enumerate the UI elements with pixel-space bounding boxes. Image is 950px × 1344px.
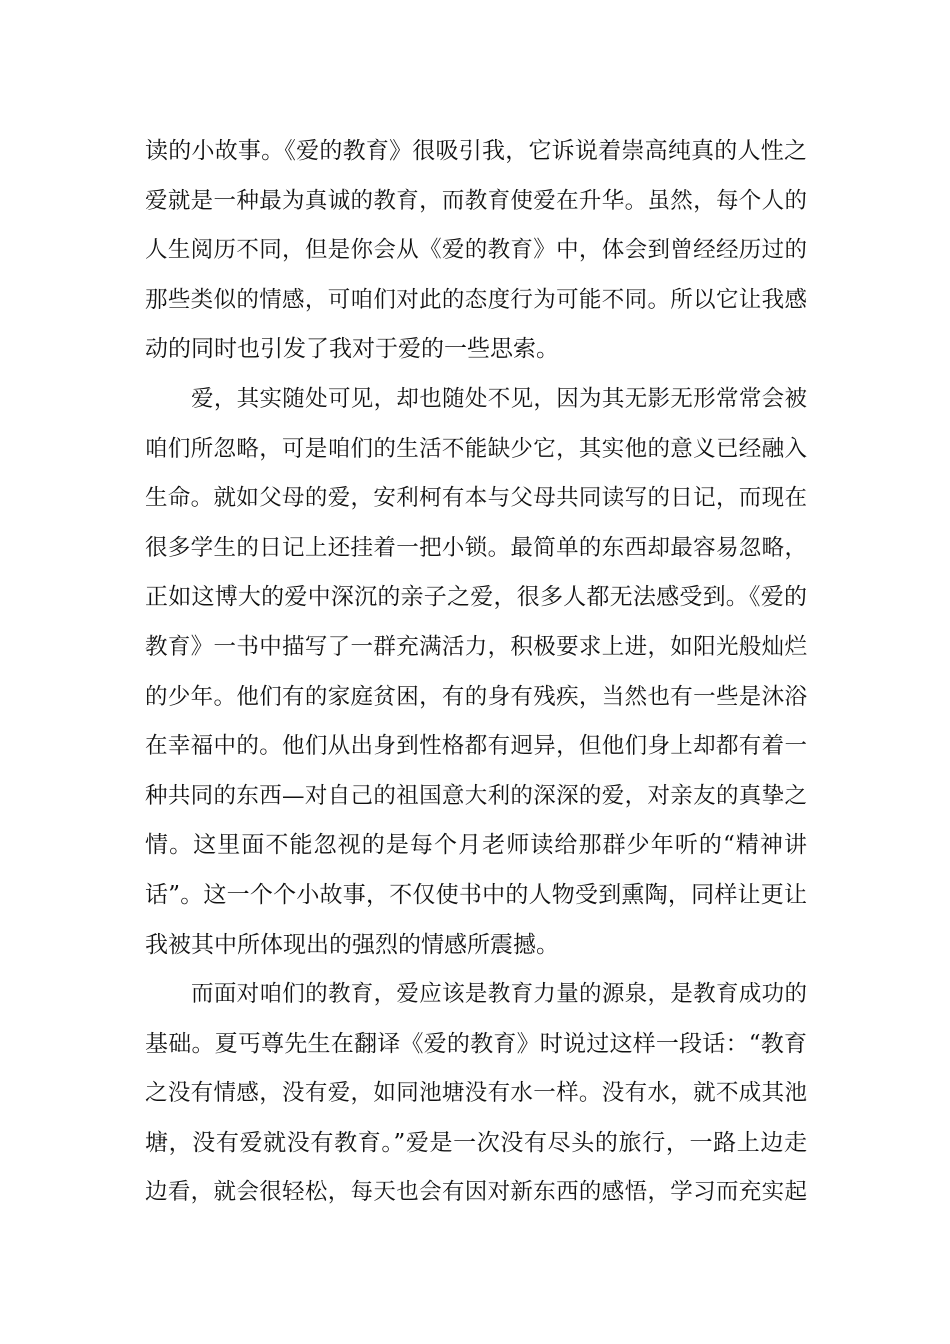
text-line: 读的小故事。《爱的教育》很吸引我，它诉说着崇高纯真的人性之 <box>145 138 807 164</box>
document-body <box>145 127 807 1218</box>
text-line: 边看，就会很轻松，每天也会有因对新东西的感悟，学习而充实起 <box>145 1179 807 1206</box>
text-line: 种共同的东西—对自己的祖国意大利的深深的爱，对亲友的真挚之 <box>145 782 807 809</box>
text-line: 之没有情感，没有爱，如同池塘没有水一样。没有水，就不成其池 <box>145 1080 807 1107</box>
text-line: 正如这博大的爱中深沉的亲子之爱，很多人都无法感受到。《爱的 <box>145 584 807 611</box>
text-line: 很多学生的日记上还挂着一把小锁。最简单的东西却最容易忽略， <box>145 534 807 561</box>
text-line: 我被其中所体现出的强烈的情感所震撼。 <box>145 931 559 958</box>
text-line: 那些类似的情感，可咱们对此的态度行为可能不同。所以它让我感 <box>145 286 807 313</box>
text-line: 爱，其实随处可见，却也随处不见，因为其无影无形常常会被 <box>191 385 807 412</box>
text-line: 咱们所忽略，可是咱们的生活不能缺少它，其实他的意义已经融入 <box>145 435 807 462</box>
text-line: 教育》一书中描写了一群充满活力，积极要求上进，如阳光般灿烂 <box>145 633 807 660</box>
text-line: 而面对咱们的教育，爱应该是教育力量的源泉，是教育成功的 <box>191 981 807 1008</box>
text-line: 基础。夏丐尊先生在翻译《爱的教育》时说过这样一段话：“教育 <box>145 1030 807 1057</box>
text-line: 爱就是一种最为真诚的教育，而教育使爱在升华。虽然，每个人的 <box>145 187 807 214</box>
text-line: 生命。就如父母的爱，安利柯有本与父母共同读写的日记，而现在 <box>145 485 807 512</box>
paragraph-2 <box>145 375 807 970</box>
text-line: 的少年。他们有的家庭贫困，有的身有残疾，当然也有一些是沐浴 <box>145 683 807 710</box>
text-line: 塘，没有爱就没有教育。”爱是一次没有尽头的旅行，一路上边走 <box>145 1129 807 1156</box>
text-line: 在幸福中的。他们从出身到性格都有迥异，但他们身上却都有着一 <box>145 733 807 760</box>
paragraph-3 <box>145 970 807 1218</box>
paragraph-1 <box>145 127 807 375</box>
text-line: 情。这里面不能忽视的是每个月老师读给那群少年听的“精神讲 <box>145 832 807 859</box>
text-line: 人生阅历不同，但是你会从《爱的教育》中，体会到曾经经历过的 <box>145 237 807 264</box>
text-line: 动的同时也引发了我对于爱的一些思索。 <box>145 336 559 363</box>
text-line: 话”。这一个个小故事，不仅使书中的人物受到熏陶，同样让更让 <box>145 881 807 908</box>
